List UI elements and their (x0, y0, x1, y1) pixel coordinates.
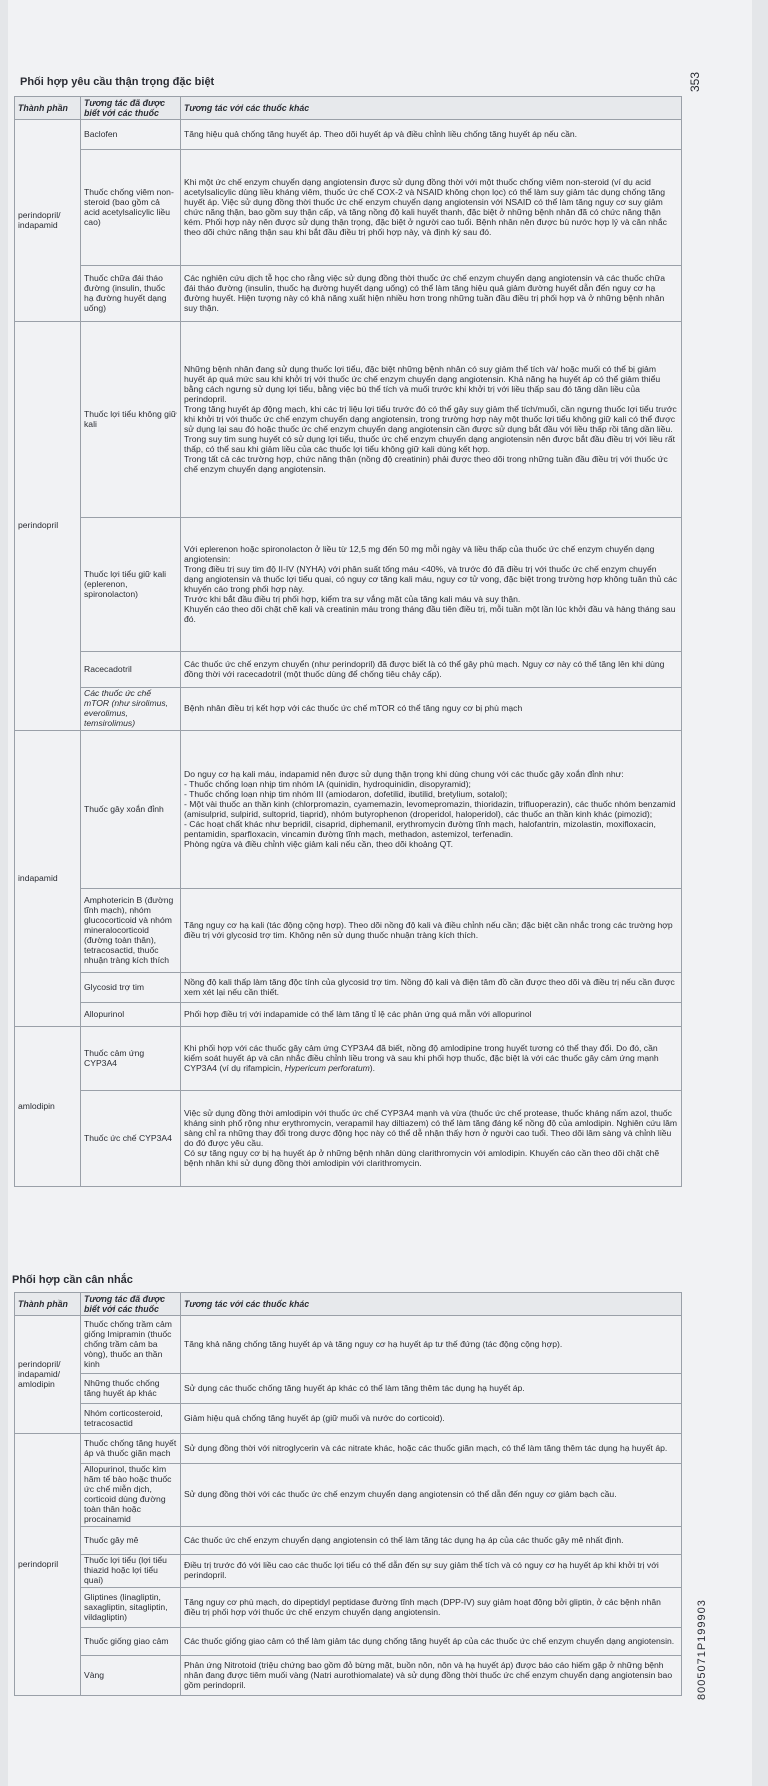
interaction-cell: Với eplerenon hoặc spironolacton ở liều từ 12,5 mg đến 50 mg mỗi ngày và liều thấp của thuốc ức chế enzym chuyển dạng angiotensin: Trong điều trị suy tim độ II-IV (NYHA) với phân suất tống máu <40%, và trước đó đã điều trị với thuốc ức chế enzym chuyển dạng angiotensin và thuốc lợi tiểu quai, có nguy cơ tăng kali máu, nguy cơ tử vong, đặc biệt trong trường hợp không tuân thủ các khuyến cáo trong phối hợp này. Trước khi bắt đầu điều trị phối hợp, kiểm tra sự vắng mặt của tăng kali máu và suy thận. Khuyến cáo theo dõi chặt chẽ kali và creatinin máu trong tháng đầu tiên điều trị, mỗi tuần một lần lúc khởi đầu và hàng tháng sau đó. (181, 518, 682, 652)
drug-cell: Thuốc lợi tiểu giữ kali (eplerenon, spironolacton) (81, 518, 181, 652)
barcode-text: 8005071P199903 (696, 1599, 708, 1700)
header-other-interaction: Tương tác với các thuốc khác (181, 1293, 682, 1316)
table-row (15, 266, 682, 322)
table-row (15, 1628, 682, 1656)
table-row (15, 1555, 682, 1588)
header-other-interaction: Tương tác với các thuốc khác (181, 97, 682, 120)
table-row (15, 1091, 682, 1187)
table-row (15, 322, 682, 518)
interaction-cell: Khi một ức chế enzym chuyển dạng angiotensin được sử dụng đồng thời với một thuốc chống viêm non-steroid (ví dụ acid acetylsalicylic dùng liều kháng viêm, thuốc ức chế COX-2 và NSAID không chọn lọc) có thể làm suy giảm tác dụng chống tăng huyết áp. Việc sử dụng đồng thời thuốc ức chế enzym chuyển dạng angiotensin với NSAID có thể làm tăng nguy cơ suy giảm chức năng thận, bao gồm suy thận cấp, và tăng nồng độ kali huyết thanh, đặc biệt ở những bệnh nhân đã có chức năng thận kém. Phối hợp này nên được sử dụng thận trọng, đặc biệt ở người cao tuổi. Bệnh nhân nên được bù nước hợp lý và cân nhắc theo dõi chức năng thận sau khi bắt đầu điều trị phối hợp này, và định kỳ sau đó. (181, 150, 682, 266)
interaction-cell: Các nghiên cứu dịch tễ học cho rằng việc sử dụng đồng thời thuốc ức chế enzym chuyển dạng angiotensin và các thuốc chữa đái tháo đường (insulin, thuốc hạ đường huyết dạng uống) có thể làm tăng hiệu quả giảm đường huyết dẫn đến nguy cơ hạ đường huyết. Hiện tượng này có khả năng xuất hiện nhiều hơn trong những tuần đầu điều trị phối hợp và ở những bệnh nhân suy thận. (181, 266, 682, 322)
text-part: Khi phối hợp với các thuốc gây cảm ứng CYP3A4 đã biết, nồng độ amlodipine trong huyết tương có thể thay đổi. Do đó, cần kiểm soát huyết áp và cân nhắc điều chỉnh liều trong và sau khi phối hợp thuốc, đặc biệt là với các thuốc gây cảm ứng mạnh CYP3A4 (ví dụ rifampicin, (184, 1042, 659, 1073)
component-cell: perindopril (15, 1434, 81, 1696)
component-cell: amlodipin (15, 1027, 81, 1187)
table-row (15, 1374, 682, 1404)
interaction-table-consider (14, 1292, 682, 1696)
table-row (15, 688, 682, 731)
table-row (15, 1404, 682, 1434)
interaction-cell: Sử dụng các thuốc chống tăng huyết áp khác có thể làm tăng thêm tác dụng hạ huyết áp. (181, 1374, 682, 1404)
interaction-cell: Các thuốc ức chế enzym chuyển dạng angiotensin có thể làm tăng tác dụng hạ áp của các thuốc gây mê nhất định. (181, 1527, 682, 1555)
interaction-cell: Bệnh nhân điều trị kết hợp với các thuốc ức chế mTOR có thể tăng nguy cơ bị phù mạch (181, 688, 682, 731)
drug-cell: Amphotericin B (đường tĩnh mạch), nhóm glucocorticoid và nhóm mineralocorticoid (đường toàn thân), tetracosactid, thuốc nhuận tràng kích thích (81, 889, 181, 973)
table-row (15, 518, 682, 652)
drug-cell: Allopurinol, thuốc kìm hãm tế bào hoặc thuốc ức chế miễn dịch, corticoid dùng đường toàn thân hoặc procainamid (81, 1464, 181, 1527)
component-cell: perindopril/ indapamid/ amlodipin (15, 1316, 81, 1434)
interaction-cell: Tăng nguy cơ phù mạch, do dipeptidyl peptidase đường tĩnh mạch (DPP-IV) suy giảm hoạt động bởi gliptin, ở các bệnh nhân điều trị phối hợp với thuốc ức chế enzym chuyển dạng angiotensin. (181, 1588, 682, 1628)
drug-cell: Thuốc gây mê (81, 1527, 181, 1555)
leaflet-page (8, 0, 752, 1786)
table-row (15, 1027, 682, 1091)
drug-cell: Thuốc ức chế CYP3A4 (81, 1091, 181, 1187)
table-row (15, 1588, 682, 1628)
table-row (15, 889, 682, 973)
interaction-cell: Sử dụng đồng thời với các thuốc ức chế enzym chuyển dạng angiotensin có thể dẫn đến nguy cơ giảm bạch cầu. (181, 1464, 682, 1527)
drug-cell: Gliptines (linagliptin, saxagliptin, sitagliptin, vildagliptin) (81, 1588, 181, 1628)
drug-cell: Thuốc lợi tiểu không giữ kali (81, 322, 181, 518)
drug-cell: Racecadotril (81, 652, 181, 688)
drug-cell: Thuốc chống tăng huyết áp và thuốc giãn mạch (81, 1434, 181, 1464)
header-component: Thành phần (15, 97, 81, 120)
section-title-consider: Phối hợp cần cân nhắc (12, 1274, 133, 1286)
drug-cell: Nhóm corticosteroid, tetracosactid (81, 1404, 181, 1434)
interaction-cell: Tăng hiệu quả chống tăng huyết áp. Theo dõi huyết áp và điều chỉnh liều chống tăng huyết áp nếu cần. (181, 120, 682, 150)
component-cell: perindopril/ indapamid (15, 120, 81, 322)
section-title-special-caution: Phối hợp yêu cầu thận trọng đặc biệt (20, 76, 215, 88)
interaction-table-special-caution (14, 96, 682, 1187)
text-part-italic: Hypericum perforatum (284, 1062, 370, 1073)
drug-cell: Thuốc chống viêm non-steroid (bao gồm cả acid acetylsalicylic liều cao) (81, 150, 181, 266)
interaction-cell: Các thuốc giống giao cảm có thể làm giảm tác dụng chống tăng huyết áp của các thuốc ức chế enzym chuyển dạng angiotensin. (181, 1628, 682, 1656)
drug-cell: Những thuốc chống tăng huyết áp khác (81, 1374, 181, 1404)
drug-cell: Vàng (81, 1656, 181, 1696)
table-row (15, 1003, 682, 1027)
interaction-cell: Điều trị trước đó với liều cao các thuốc lợi tiểu có thể dẫn đến sự suy giảm thể tích và có nguy cơ hạ huyết áp khi khởi trị với perindopril. (181, 1555, 682, 1588)
drug-cell: Thuốc lợi tiểu (lợi tiểu thiazid hoặc lợi tiểu quai) (81, 1555, 181, 1588)
table-row (15, 150, 682, 266)
table-row (15, 1527, 682, 1555)
interaction-cell: Những bệnh nhân đang sử dụng thuốc lợi tiểu, đặc biệt những bệnh nhân có suy giảm thể tích và/ hoặc muối có thể bị giảm huyết áp quá mức sau khi khởi trị với thuốc ức chế enzym chuyển dạng angiotensin. Khả năng hạ huyết áp có thể giảm thiểu bằng cách ngưng sử dụng lợi tiểu, bằng việc bù thể tích và muối trước khi khởi trị với liều thấp sau đó tăng dần liều của perindopril. Trong tăng huyết áp động mạch, khi các trị liệu lợi tiểu trước đó có thể gây suy giảm thể tích/muối, cần ngưng thuốc lợi tiểu trước khi khởi trị với thuốc ức chế enzym chuyển dạng angiotensin, trong trường hợp này một thuốc lợi tiểu không giữ kali có thể được sử dụng lại sau đó hoặc thuốc ức chế enzym chuyển dạng angiotensin cần được sử dụng bắt đầu với liều thấp rồi tăng dần liều. Trong suy tim sung huyết có sử dụng lợi tiểu, thuốc ức chế enzym chuyển dạng angiotensin nên được bắt đầu điều trị với liều rất thấp, có thể sau khi giảm liều của các thuốc lợi tiểu không giữ kali dùng kết hợp. Trong tất cả các trường hợp, chức năng thận (nồng độ creatinin) phải được theo dõi trong những tuần đầu điều trị với thuốc ức chế enzym chuyển dạng angiotensin. (181, 322, 682, 518)
table-row (15, 973, 682, 1003)
interaction-cell: Tăng nguy cơ hạ kali (tác động cộng hợp). Theo dõi nồng độ kali và điều chỉnh nếu cần; đặc biệt cần nhắc trong các trường hợp điều trị với glycosid trợ tim. Không nên sử dụng thuốc nhuận tràng kích thích. (181, 889, 682, 973)
table-row (15, 1316, 682, 1374)
drug-cell: Thuốc cảm ứng CYP3A4 (81, 1027, 181, 1091)
table-row (15, 1656, 682, 1696)
drug-cell: Các thuốc ức chế mTOR (như sirolimus, everolimus, temsirolimus) (81, 688, 181, 731)
interaction-cell: Phản ứng Nitrotoid (triệu chứng bao gồm đỏ bừng mặt, buồn nôn, nôn và hạ huyết áp) được báo cáo hiếm gặp ở những bệnh nhân đang được tiêm muối vàng (Natri aurothiomalate) và sử dụng đồng thời thuốc ức chế enzym chuyển dạng angiotensin bao gồm perindopril. (181, 1656, 682, 1696)
drug-cell: Glycosid trợ tim (81, 973, 181, 1003)
table-row (15, 731, 682, 889)
drug-cell: Thuốc gây xoắn đỉnh (81, 731, 181, 889)
interaction-cell: Nồng độ kali thấp làm tăng độc tính của glycosid trợ tim. Nồng độ kali và điện tâm đồ cần được theo dõi và điều trị nếu cần được xem xét lại nếu cần thiết. (181, 973, 682, 1003)
interaction-cell: Sử dụng đồng thời với nitroglycerin và các nitrate khác, hoặc các thuốc giãn mạch, có thể làm tăng thêm tác dụng hạ huyết áp. (181, 1434, 682, 1464)
table-header-row (15, 97, 682, 120)
drug-cell: Baclofen (81, 120, 181, 150)
drug-cell: Thuốc chống trầm cảm giống Imipramin (thuốc chống trầm cảm ba vòng), thuốc an thần kinh (81, 1316, 181, 1374)
header-component: Thành phần (15, 1293, 81, 1316)
table-row (15, 652, 682, 688)
component-cell: indapamid (15, 731, 81, 1027)
drug-cell: Thuốc chữa đái tháo đường (insulin, thuốc hạ đường huyết dạng uống) (81, 266, 181, 322)
interaction-cell: Việc sử dụng đồng thời amlodipin với thuốc ức chế CYP3A4 mạnh và vừa (thuốc ức chế protease, thuốc kháng nấm azol, thuốc kháng sinh phổ rộng như erythromycin, verapamil hay diltiazem) có thể làm tăng đáng kể nồng độ của amlodipin. Nghiên cứu lâm sàng chỉ ra những thay đổi trong dược động học này có thể dễ nhận thấy hơn ở người cao tuổi. Theo dõi lâm sàng và chỉnh liều do đó được yêu cầu. Có sự tăng nguy cơ bị hạ huyết áp ở những bệnh nhân dùng clarithromycin với amlodipin. Khuyến cáo cần theo dõi chặt chẽ bệnh nhân khi sử dụng đồng thời amlodipin với clarithromycin. (181, 1091, 682, 1187)
component-cell: perindopril (15, 322, 81, 731)
interaction-cell (181, 1027, 682, 1091)
header-known-interaction: Tương tác đã được biết với các thuốc (81, 97, 181, 120)
table-row (15, 120, 682, 150)
interaction-cell: Giảm hiệu quả chống tăng huyết áp (giữ muối và nước do corticoid). (181, 1404, 682, 1434)
drug-cell: Allopurinol (81, 1003, 181, 1027)
table-row (15, 1434, 682, 1464)
table-header-row (15, 1293, 682, 1316)
text-part: ). (369, 1062, 376, 1073)
interaction-cell: Tăng khả năng chống tăng huyết áp và tăng nguy cơ hạ huyết áp tư thế đứng (tác động cộng hợp). (181, 1316, 682, 1374)
drug-cell: Thuốc giống giao cảm (81, 1628, 181, 1656)
interaction-cell: Các thuốc ức chế enzym chuyển (như perindopril) đã được biết là có thể gây phù mạch. Nguy cơ này có thể tăng lên khi dùng đồng thời với racecadotril (một thuốc dùng để chống tiêu chảy cấp). (181, 652, 682, 688)
page-number: 353 (688, 71, 702, 92)
table-row (15, 1464, 682, 1527)
interaction-cell: Do nguy cơ hạ kali máu, indapamid nên được sử dụng thận trọng khi dùng chung với các thuốc gây xoắn đỉnh như: - Thuốc chống loạn nhịp tim nhóm IA (quinidin, hydroquinidin, disopyramid); - Thuốc chống loạn nhịp tim nhóm III (amiodaron, dofetilid, ibutilid, bretylium, sotalol); - Một vài thuốc an thần kinh (chlorpromazin, cyamemazin, levomepromazin, thioridazin, trifluoperazin), các thuốc nhóm benzamid (amisulprid, sulpirid, sultoprid, tiaprid), nhóm butyrophenon (droperidol, haloperidol), các thuốc an thần kinh khác (pimozid); - Các hoạt chất khác như bepridil, cisaprid, diphemanil, erythromycin đường tĩnh mạch, halofantrin, mizolastin, moxifloxacin, pentamidin, sparfloxacin, vincamin đường tĩnh mạch, methadon, astemizol, terfenadin. Phòng ngừa và điều chỉnh việc giảm kali nếu cần, theo dõi khoảng QT. (181, 731, 682, 889)
header-known-interaction: Tương tác đã được biết với các thuốc (81, 1293, 181, 1316)
interaction-cell: Phối hợp điều trị với indapamide có thể làm tăng tỉ lệ các phản ứng quá mẫn với allopurinol (181, 1003, 682, 1027)
